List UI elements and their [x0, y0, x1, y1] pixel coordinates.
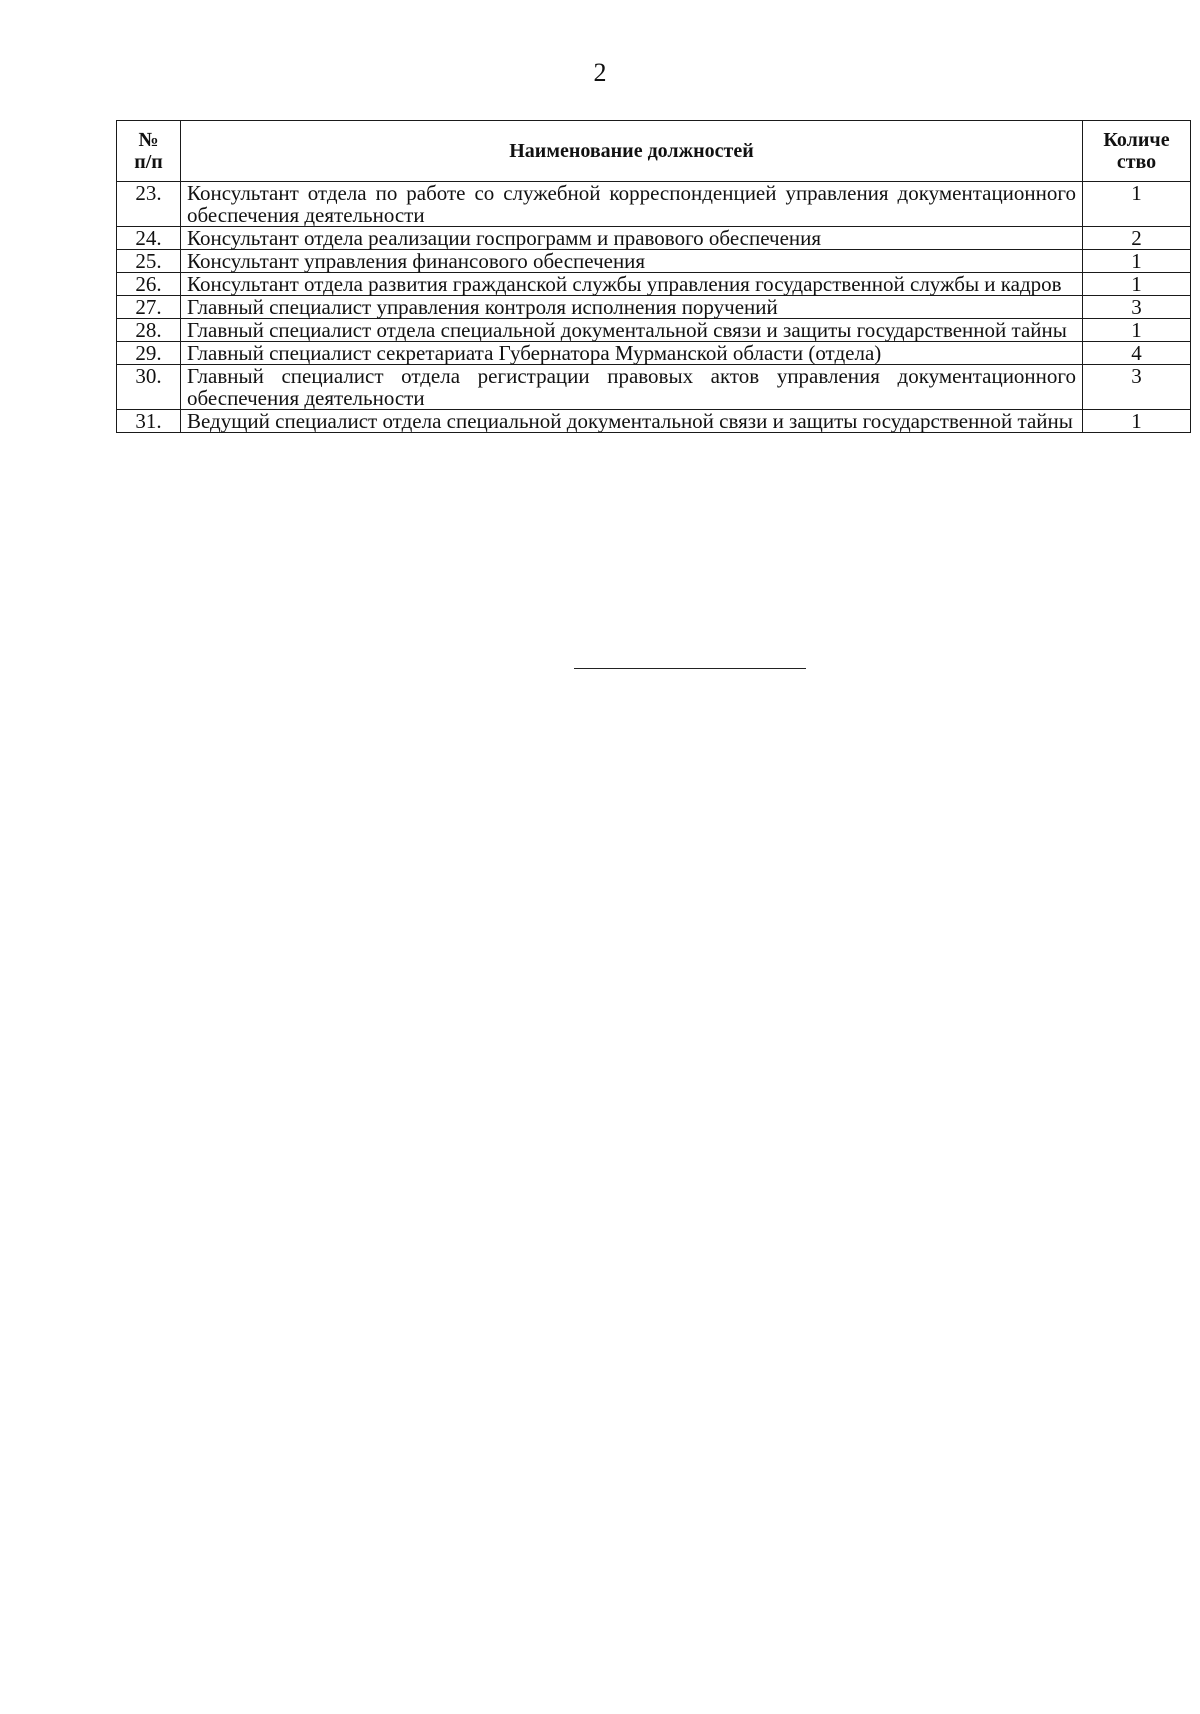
- header-quantity: [1083, 121, 1191, 182]
- row-position-name: Консультант отдела по работе со служебной корреспонденцией управления документационного обеспечения деятельности: [181, 182, 1083, 227]
- row-quantity: 1: [1083, 273, 1191, 296]
- row-position-name: Главный специалист отдела регистрации правовых актов управления документационного обеспечения деятельности: [181, 365, 1083, 410]
- row-number: 27.: [117, 296, 181, 319]
- table-row: [117, 296, 1191, 319]
- row-position-name: Ведущий специалист отдела специальной документальной связи и защиты государственной тайны: [181, 410, 1083, 433]
- row-quantity: 1: [1083, 319, 1191, 342]
- table-row: [117, 410, 1191, 433]
- header-quantity-line1: Количе: [1103, 129, 1170, 151]
- table-row: [117, 227, 1191, 250]
- row-position-name: Главный специалист управления контроля исполнения поручений: [181, 296, 1083, 319]
- row-number: 26.: [117, 273, 181, 296]
- row-number: 28.: [117, 319, 181, 342]
- header-number: [117, 121, 181, 182]
- row-position-name: Главный специалист отдела специальной документальной связи и защиты государственной тайны: [181, 319, 1083, 342]
- positions-table: [116, 120, 1191, 433]
- row-number: 25.: [117, 250, 181, 273]
- row-quantity: 4: [1083, 342, 1191, 365]
- row-position-name: Консультант управления финансового обеспечения: [181, 250, 1083, 273]
- row-quantity: 3: [1083, 365, 1191, 410]
- table-row: [117, 250, 1191, 273]
- table-row: [117, 365, 1191, 410]
- row-position-name: Консультант отдела развития гражданской службы управления государственной службы и кадров: [181, 273, 1083, 296]
- row-number: 30.: [117, 365, 181, 410]
- row-quantity: 1: [1083, 182, 1191, 227]
- row-number: 23.: [117, 182, 181, 227]
- row-quantity: 1: [1083, 250, 1191, 273]
- end-divider-line: [574, 668, 806, 669]
- row-position-name: Главный специалист секретариата Губернатора Мурманской области (отдела): [181, 342, 1083, 365]
- header-position-name: Наименование должностей: [181, 121, 1083, 182]
- row-number: 31.: [117, 410, 181, 433]
- row-quantity: 2: [1083, 227, 1191, 250]
- header-quantity-line2: ство: [1116, 151, 1157, 173]
- table-header-row: [117, 121, 1191, 182]
- header-number-line1: №: [138, 129, 159, 151]
- header-number-line2: п/п: [134, 151, 163, 173]
- page-number: 2: [593, 58, 607, 87]
- row-position-name: Консультант отдела реализации госпрограмм и правового обеспечения: [181, 227, 1083, 250]
- row-quantity: 1: [1083, 410, 1191, 433]
- table-row: [117, 273, 1191, 296]
- row-number: 24.: [117, 227, 181, 250]
- table-row: [117, 342, 1191, 365]
- row-number: 29.: [117, 342, 181, 365]
- row-quantity: 3: [1083, 296, 1191, 319]
- table-row: [117, 182, 1191, 227]
- table-row: [117, 319, 1191, 342]
